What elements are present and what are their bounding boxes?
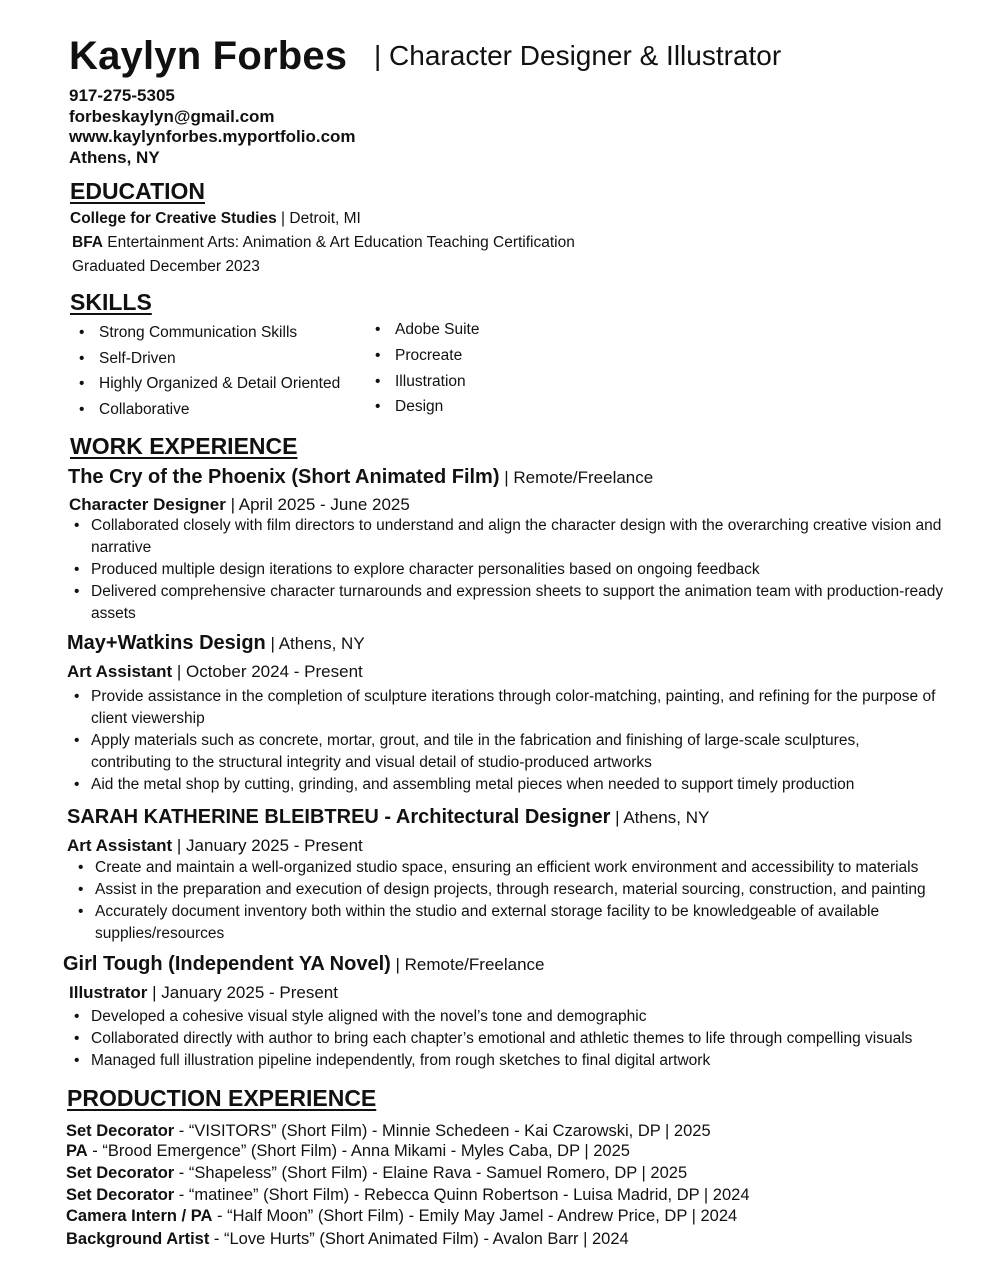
contact-website: www.kaylynforbes.myportfolio.com (69, 127, 356, 146)
skill-item: • Collaborative (99, 401, 189, 419)
job-org: The Cry of the Phoenix (Short Animated Film) | Remote/Freelance (68, 466, 654, 488)
education-degree (72, 234, 575, 252)
job-bullet: • Create and maintain a well-organized studio space, ensuring an efficient work environment and accessibility to materials (78, 859, 919, 876)
job-bullet: • Collaborated closely with film directors to understand and align the character design with the overarching creative vision and narrative (74, 517, 942, 556)
production-heading: PRODUCTION EXPERIENCE (67, 1085, 377, 1111)
resume-name: Kaylyn Forbes (69, 34, 348, 78)
degree-type: BFA (72, 234, 103, 251)
contact-email: forbeskaylyn@gmail.com (69, 107, 275, 126)
skill-item: • Adobe Suite (395, 321, 479, 339)
production-item: Set Decorator - “matinee” (Short Film) - Rebecca Quinn Robertson - Luisa Madrid, DP | 2024 (66, 1186, 750, 1204)
education-heading: EDUCATION (70, 178, 206, 204)
contact-location: Athens, NY (69, 148, 160, 167)
work-heading: WORK EXPERIENCE (70, 433, 298, 459)
job-bullet: • Managed full illustration pipeline independently, from rough sketches to final digital artwork (74, 1052, 711, 1069)
job-bullet: • Developed a cohesive visual style aligned with the novel’s tone and demographic (74, 1008, 647, 1025)
job-org: SARAH KATHERINE BLEIBTREU - Architectural Designer | Athens, NY (67, 806, 710, 828)
resume-tagline: | Character Designer & Illustrator (374, 40, 782, 71)
job-org: May+Watkins Design | Athens, NY (67, 632, 365, 654)
production-item: Set Decorator - “VISITORS” (Short Film) - Minnie Schedeen - Kai Czarowski, DP | 2025 (66, 1122, 711, 1140)
degree-description: Entertainment Arts: Animation & Art Education Teaching Certification (103, 234, 575, 251)
job-bullet: • Produced multiple design iterations to explore character personalities based on ongoing feedback (74, 561, 760, 578)
production-item: PA - “Brood Emergence” (Short Film) - Anna Mikami - Myles Caba, DP | 2025 (66, 1142, 630, 1160)
job-role: Art Assistant | January 2025 - Present (67, 836, 363, 855)
education-graduated: Graduated December 2023 (72, 258, 260, 275)
job-bullet: • Apply materials such as concrete, mortar, grout, and tile in the fabrication and finishing of large-scale sculptures, contributing to the structural integrity and visual detail of studio-produced artworks (74, 732, 860, 771)
skill-item: • Self-Driven (99, 350, 176, 368)
job-role: Illustrator | January 2025 - Present (69, 983, 338, 1002)
production-item: Set Decorator - “Shapeless” (Short Film) - Elaine Rava - Samuel Romero, DP | 2025 (66, 1164, 688, 1182)
school-location: | Detroit, MI (276, 210, 361, 227)
production-item: Background Artist - “Love Hurts” (Short Animated Film) - Avalon Barr | 2024 (66, 1230, 629, 1248)
job-bullet: • Provide assistance in the completion of sculpture iterations through color-matching, painting, and refining for the purpose of client viewership (74, 688, 936, 727)
job-org: Girl Tough (Independent YA Novel) | Remote/Freelance (63, 953, 545, 975)
job-role: Art Assistant | October 2024 - Present (67, 662, 363, 681)
skill-item: • Illustration (395, 373, 466, 391)
job-bullet: • Collaborated directly with author to bring each chapter’s emotional and athletic themes to life through compelling visuals (74, 1030, 913, 1047)
job-bullet: • Accurately document inventory both within the studio and external storage facility to be knowledgeable of available supplies/resources (78, 903, 880, 942)
skills-heading: SKILLS (70, 289, 152, 315)
school-name: College for Creative Studies (70, 210, 277, 227)
job-bullet: • Aid the metal shop by cutting, grinding, and assembling metal pieces when needed to support timely production (74, 776, 855, 793)
contact-phone: 917-275-5305 (69, 86, 175, 105)
skill-item: • Procreate (395, 347, 462, 365)
skill-item: • Highly Organized & Detail Oriented (99, 375, 340, 393)
job-bullet: • Assist in the preparation and execution of design projects, through research, material sourcing, construction, and painting (78, 881, 926, 898)
education-school (70, 210, 361, 228)
job-role: Character Designer | April 2025 - June 2025 (69, 495, 410, 514)
skill-item: • Design (395, 398, 443, 416)
production-item: Camera Intern / PA - “Half Moon” (Short Film) - Emily May Jamel - Andrew Price, DP | 2024 (66, 1207, 738, 1225)
job-bullet: • Delivered comprehensive character turnarounds and expression sheets to support the animation team with production-ready assets (74, 583, 944, 622)
skill-item: • Strong Communication Skills (99, 324, 297, 342)
